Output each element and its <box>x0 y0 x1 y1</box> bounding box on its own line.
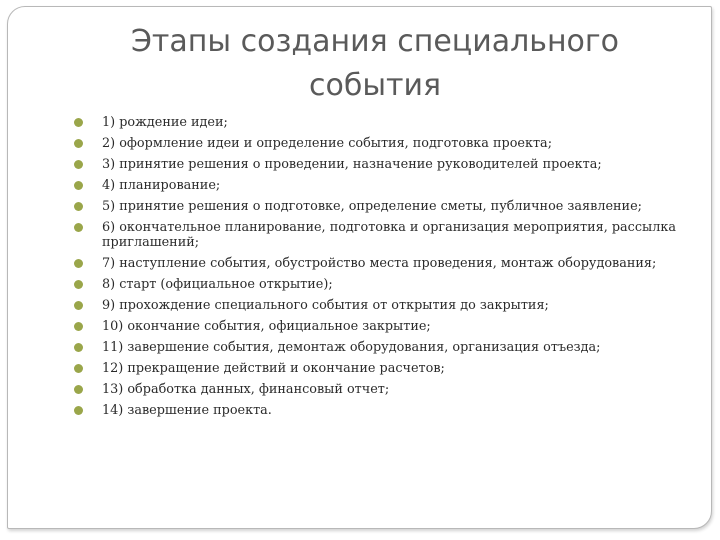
list-item-text: 1) рождение идеи; <box>102 115 228 130</box>
list-item-text: 9) прохождение специального события от открытия до закрытия; <box>102 297 549 313</box>
bullet-icon <box>74 118 83 127</box>
list-item-text: 2) оформление идеи и определение события, подготовка проекта; <box>102 136 553 151</box>
list-item-text: 13) обработка данных, финансовый отчет; <box>102 381 390 397</box>
list-item <box>72 257 692 272</box>
bullet-icon <box>74 364 83 373</box>
list-item <box>72 383 692 398</box>
list-item-text: 14) завершение проекта. <box>102 402 272 418</box>
bullet-icon <box>74 280 83 289</box>
list-item <box>72 341 692 356</box>
list-item-text: 10) окончание события, официальное закрытие; <box>102 318 431 334</box>
list-item <box>72 200 692 215</box>
list-item <box>72 299 692 314</box>
list-item <box>72 179 692 194</box>
slide-title-line-1: Этапы создания специального <box>130 24 620 59</box>
list-item <box>72 362 692 377</box>
list-item-text: 5) принятие решения о подготовке, определение сметы, публичное заявление; <box>102 199 642 214</box>
bullet-icon <box>74 406 83 415</box>
bullet-icon <box>74 322 83 331</box>
bullet-icon <box>74 343 83 352</box>
bullet-icon <box>74 160 83 169</box>
list-item-text: 6) окончательное планирование, подготовка и организация мероприятия, рассылка приглашений; <box>102 220 676 250</box>
bullet-icon <box>74 223 83 232</box>
list-item-text: 3) принятие решения о проведении, назначение руководителей проекта; <box>102 157 602 172</box>
list-item-text: 8) старт (официальное открытие); <box>102 276 333 292</box>
slide-title <box>40 20 710 108</box>
bullet-icon <box>74 139 83 148</box>
list-item <box>72 404 692 419</box>
list-item <box>72 158 692 173</box>
list-item <box>72 320 692 335</box>
list-item <box>72 137 692 152</box>
list-item-text: 4) планирование; <box>102 178 221 193</box>
bullet-icon <box>74 385 83 394</box>
list-item-text: 12) прекращение действий и окончание расчетов; <box>102 360 445 376</box>
list-item <box>72 221 692 250</box>
list-item <box>72 278 692 293</box>
bullet-icon <box>74 202 83 211</box>
slide-title-line-2: события <box>308 68 442 103</box>
list-item-text: 11) завершение события, демонтаж оборудования, организация отъезда; <box>102 339 601 355</box>
bullet-icon <box>74 181 83 190</box>
list-item-text: 7) наступление события, обустройство места проведения, монтаж оборудования; <box>102 255 657 271</box>
bullet-icon <box>74 259 83 268</box>
stages-list <box>72 116 692 425</box>
bullet-icon <box>74 301 83 310</box>
list-item <box>72 116 692 131</box>
